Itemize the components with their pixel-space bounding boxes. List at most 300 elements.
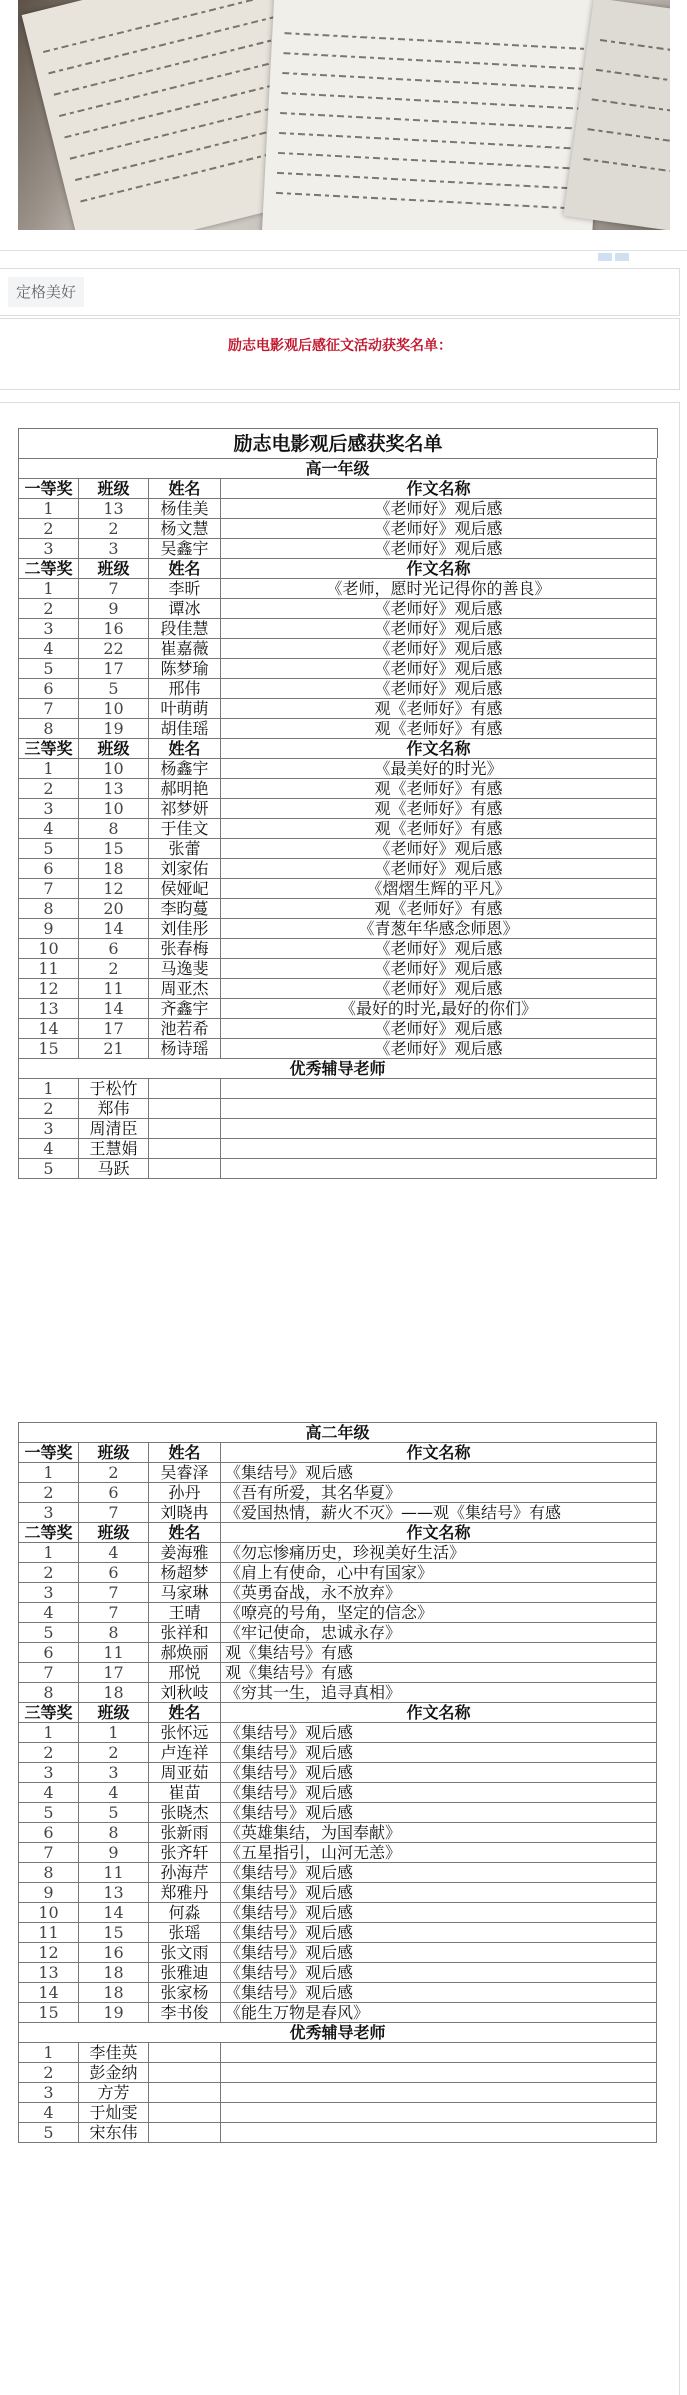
teacher-row bbox=[19, 1119, 657, 1139]
student-name: 张瑶 bbox=[149, 1923, 221, 1943]
table-row bbox=[19, 759, 657, 779]
class-cell: 15 bbox=[79, 839, 149, 859]
class-cell: 4 bbox=[79, 1543, 149, 1563]
table-row bbox=[19, 1039, 657, 1059]
essay-title: 《肩上有使命，心中有国家》 bbox=[221, 1563, 657, 1583]
table-row bbox=[19, 1743, 657, 1763]
row-number: 9 bbox=[19, 1883, 79, 1903]
student-name: 崔嘉薇 bbox=[149, 639, 221, 659]
student-name: 张春梅 bbox=[149, 939, 221, 959]
essay-title: 《老师好》观后感 bbox=[221, 939, 657, 959]
name-header: 姓名 bbox=[149, 739, 221, 759]
essay-title: 观《集结号》有感 bbox=[221, 1643, 657, 1663]
student-name: 崔苗 bbox=[149, 1783, 221, 1803]
table-row bbox=[19, 499, 657, 519]
row-number: 13 bbox=[19, 999, 79, 1019]
class-cell: 16 bbox=[79, 619, 149, 639]
empty-cell bbox=[149, 1099, 221, 1119]
work-header: 作文名称 bbox=[221, 1703, 657, 1723]
row-number: 6 bbox=[19, 1643, 79, 1663]
class-cell: 10 bbox=[79, 699, 149, 719]
table-row bbox=[19, 619, 657, 639]
row-number: 4 bbox=[19, 639, 79, 659]
essay-title: 《青葱年华感念师恩》 bbox=[221, 919, 657, 939]
class-header: 班级 bbox=[79, 1703, 149, 1723]
essay-title: 《最美好的时光》 bbox=[221, 759, 657, 779]
empty-cell bbox=[149, 2083, 221, 2103]
teacher-row bbox=[19, 1139, 657, 1159]
class-header: 班级 bbox=[79, 739, 149, 759]
student-name: 郝焕丽 bbox=[149, 1643, 221, 1663]
row-number: 11 bbox=[19, 1923, 79, 1943]
table-row bbox=[19, 959, 657, 979]
student-name: 祁梦妍 bbox=[149, 799, 221, 819]
table-row bbox=[19, 1583, 657, 1603]
teacher-row bbox=[19, 1159, 657, 1179]
student-name: 张新雨 bbox=[149, 1823, 221, 1843]
grade-header-row bbox=[19, 1423, 657, 1443]
class-cell: 19 bbox=[79, 2003, 149, 2023]
teacher-row bbox=[19, 2043, 657, 2063]
class-cell: 8 bbox=[79, 1623, 149, 1643]
row-number: 7 bbox=[19, 1843, 79, 1863]
empty-cell bbox=[149, 1119, 221, 1139]
essay-title: 《勿忘惨痛历史，珍视美好生活》 bbox=[221, 1543, 657, 1563]
essay-title: 观《老师好》有感 bbox=[221, 899, 657, 919]
table-row bbox=[19, 599, 657, 619]
student-name: 张祥和 bbox=[149, 1623, 221, 1643]
student-name: 张家杨 bbox=[149, 1983, 221, 2003]
row-number: 2 bbox=[19, 1483, 79, 1503]
grade-header-row bbox=[19, 459, 657, 479]
table-row bbox=[19, 1803, 657, 1823]
class-cell: 6 bbox=[79, 1563, 149, 1583]
class-cell: 17 bbox=[79, 659, 149, 679]
student-name: 姜海雅 bbox=[149, 1543, 221, 1563]
class-cell: 17 bbox=[79, 1019, 149, 1039]
row-number: 7 bbox=[19, 1663, 79, 1683]
row-number: 12 bbox=[19, 1943, 79, 1963]
grade-label: 高二年级 bbox=[19, 1423, 657, 1443]
work-header: 作文名称 bbox=[221, 1443, 657, 1463]
empty-cell bbox=[221, 1159, 657, 1179]
row-number: 6 bbox=[19, 679, 79, 699]
table-row bbox=[19, 1823, 657, 1843]
class-header: 班级 bbox=[79, 1443, 149, 1463]
class-cell: 7 bbox=[79, 579, 149, 599]
class-cell: 8 bbox=[79, 819, 149, 839]
teacher-name: 王慧娟 bbox=[79, 1139, 149, 1159]
table-row bbox=[19, 539, 657, 559]
table-row bbox=[19, 979, 657, 999]
row-number: 5 bbox=[19, 1803, 79, 1823]
class-cell: 14 bbox=[79, 1903, 149, 1923]
row-number: 1 bbox=[19, 579, 79, 599]
row-number: 5 bbox=[19, 1623, 79, 1643]
row-number: 2 bbox=[19, 599, 79, 619]
teacher-number: 5 bbox=[19, 1159, 79, 1179]
class-cell: 18 bbox=[79, 1983, 149, 2003]
empty-cell bbox=[149, 2063, 221, 2083]
class-cell: 7 bbox=[79, 1583, 149, 1603]
essay-title: 《老师好》观后感 bbox=[221, 519, 657, 539]
teacher-number: 1 bbox=[19, 1079, 79, 1099]
teacher-row bbox=[19, 2083, 657, 2103]
class-header: 班级 bbox=[79, 479, 149, 499]
class-cell: 20 bbox=[79, 899, 149, 919]
essay-title: 观《老师好》有感 bbox=[221, 779, 657, 799]
empty-cell bbox=[221, 2103, 657, 2123]
row-number: 1 bbox=[19, 1723, 79, 1743]
class-cell: 18 bbox=[79, 1963, 149, 1983]
work-header: 作文名称 bbox=[221, 479, 657, 499]
row-number: 4 bbox=[19, 819, 79, 839]
work-header: 作文名称 bbox=[221, 1523, 657, 1543]
table-row bbox=[19, 639, 657, 659]
essay-title: 《集结号》观后感 bbox=[221, 1883, 657, 1903]
class-cell: 5 bbox=[79, 679, 149, 699]
empty-cell bbox=[221, 2083, 657, 2103]
student-name: 邢悦 bbox=[149, 1663, 221, 1683]
topic-tag[interactable]: 定格美好 bbox=[8, 277, 84, 307]
essay-title: 《集结号》观后感 bbox=[221, 1863, 657, 1883]
table-row bbox=[19, 939, 657, 959]
class-cell: 8 bbox=[79, 1823, 149, 1843]
table-row bbox=[19, 899, 657, 919]
essay-title: 《集结号》观后感 bbox=[221, 1903, 657, 1923]
table-row bbox=[19, 2003, 657, 2023]
prize-rank: 一等奖 bbox=[19, 1443, 79, 1463]
essay-title: 《英雄集结，为国奉献》 bbox=[221, 1823, 657, 1843]
student-name: 张蕾 bbox=[149, 839, 221, 859]
student-name: 杨诗瑶 bbox=[149, 1039, 221, 1059]
essay-title: 《英勇奋战，永不放弃》 bbox=[221, 1583, 657, 1603]
document-title: 励志电影观后感获奖名单 bbox=[18, 428, 658, 458]
table-row bbox=[19, 799, 657, 819]
table-row bbox=[19, 1883, 657, 1903]
row-number: 14 bbox=[19, 1983, 79, 2003]
row-number: 7 bbox=[19, 879, 79, 899]
table-row bbox=[19, 1463, 657, 1483]
class-cell: 4 bbox=[79, 1783, 149, 1803]
class-cell: 7 bbox=[79, 1503, 149, 1523]
class-cell: 3 bbox=[79, 539, 149, 559]
table-row bbox=[19, 1563, 657, 1583]
row-number: 10 bbox=[19, 1903, 79, 1923]
essay-title: 观《老师好》有感 bbox=[221, 719, 657, 739]
class-cell: 9 bbox=[79, 1843, 149, 1863]
row-number: 14 bbox=[19, 1019, 79, 1039]
row-number: 2 bbox=[19, 1563, 79, 1583]
class-cell: 3 bbox=[79, 1763, 149, 1783]
row-number: 3 bbox=[19, 619, 79, 639]
empty-cell bbox=[149, 1139, 221, 1159]
essay-title: 《五星指引，山河无恙》 bbox=[221, 1843, 657, 1863]
class-cell: 14 bbox=[79, 919, 149, 939]
student-name: 杨鑫宇 bbox=[149, 759, 221, 779]
class-cell: 2 bbox=[79, 959, 149, 979]
table-row bbox=[19, 1643, 657, 1663]
teacher-label: 优秀辅导老师 bbox=[19, 1059, 657, 1079]
row-number: 8 bbox=[19, 1683, 79, 1703]
student-name: 刘晓冉 bbox=[149, 1503, 221, 1523]
student-name: 杨超梦 bbox=[149, 1563, 221, 1583]
essay-title: 观《老师好》有感 bbox=[221, 799, 657, 819]
essay-title: 《集结号》观后感 bbox=[221, 1983, 657, 2003]
prize-header-row bbox=[19, 1443, 657, 1463]
row-number: 5 bbox=[19, 659, 79, 679]
teacher-row bbox=[19, 1079, 657, 1099]
table-row bbox=[19, 699, 657, 719]
essay-title: 《老师好》观后感 bbox=[221, 499, 657, 519]
table-row bbox=[19, 1019, 657, 1039]
class-cell: 6 bbox=[79, 939, 149, 959]
row-number: 15 bbox=[19, 2003, 79, 2023]
class-cell: 2 bbox=[79, 1743, 149, 1763]
teacher-row bbox=[19, 2103, 657, 2123]
teacher-row bbox=[19, 1099, 657, 1119]
essay-title: 观《老师好》有感 bbox=[221, 699, 657, 719]
teacher-name: 马跃 bbox=[79, 1159, 149, 1179]
table-row bbox=[19, 1483, 657, 1503]
teacher-row bbox=[19, 2063, 657, 2083]
empty-cell bbox=[221, 2043, 657, 2063]
essay-title: 《老师好》观后感 bbox=[221, 539, 657, 559]
teacher-name: 李佳英 bbox=[79, 2043, 149, 2063]
essay-title: 观《老师好》有感 bbox=[221, 819, 657, 839]
table-row bbox=[19, 1603, 657, 1623]
table-row bbox=[19, 1683, 657, 1703]
essay-title: 《老师好》观后感 bbox=[221, 639, 657, 659]
student-name: 谭冰 bbox=[149, 599, 221, 619]
essay-title: 《老师好》观后感 bbox=[221, 959, 657, 979]
row-number: 6 bbox=[19, 1823, 79, 1843]
tag-row bbox=[0, 268, 680, 316]
row-number: 4 bbox=[19, 1783, 79, 1803]
row-number: 3 bbox=[19, 1763, 79, 1783]
teacher-number: 2 bbox=[19, 1099, 79, 1119]
table-row bbox=[19, 1903, 657, 1923]
teacher-number: 4 bbox=[19, 2103, 79, 2123]
teacher-header-row bbox=[19, 1059, 657, 1079]
essay-title: 《吾有所爱，其名华夏》 bbox=[221, 1483, 657, 1503]
work-header: 作文名称 bbox=[221, 739, 657, 759]
class-cell: 9 bbox=[79, 599, 149, 619]
prize-header-row bbox=[19, 559, 657, 579]
class-cell: 13 bbox=[79, 1883, 149, 1903]
student-name: 何淼 bbox=[149, 1903, 221, 1923]
class-header: 班级 bbox=[79, 1523, 149, 1543]
table-row bbox=[19, 1963, 657, 1983]
student-name: 卢连祥 bbox=[149, 1743, 221, 1763]
table-row bbox=[19, 679, 657, 699]
essay-title: 《老师好》观后感 bbox=[221, 599, 657, 619]
prize-rank: 一等奖 bbox=[19, 479, 79, 499]
row-number: 8 bbox=[19, 719, 79, 739]
student-name: 郑雅丹 bbox=[149, 1883, 221, 1903]
essay-title: 《老师好》观后感 bbox=[221, 619, 657, 639]
teacher-name: 郑伟 bbox=[79, 1099, 149, 1119]
row-number: 3 bbox=[19, 799, 79, 819]
class-cell: 6 bbox=[79, 1483, 149, 1503]
student-name: 马逸斐 bbox=[149, 959, 221, 979]
essay-title: 《老师好》观后感 bbox=[221, 979, 657, 999]
student-name: 张齐轩 bbox=[149, 1843, 221, 1863]
class-cell: 12 bbox=[79, 879, 149, 899]
student-name: 张文雨 bbox=[149, 1943, 221, 1963]
name-header: 姓名 bbox=[149, 1443, 221, 1463]
prize-header-row bbox=[19, 1523, 657, 1543]
student-name: 陈梦瑜 bbox=[149, 659, 221, 679]
empty-cell bbox=[149, 1079, 221, 1099]
essay-title: 观《集结号》有感 bbox=[221, 1663, 657, 1683]
teacher-name: 彭金纳 bbox=[79, 2063, 149, 2083]
student-name: 池若希 bbox=[149, 1019, 221, 1039]
row-number: 11 bbox=[19, 959, 79, 979]
class-cell: 11 bbox=[79, 1863, 149, 1883]
row-number: 10 bbox=[19, 939, 79, 959]
grade-table-1 bbox=[18, 458, 657, 1179]
table-row bbox=[19, 1843, 657, 1863]
row-number: 2 bbox=[19, 519, 79, 539]
class-cell: 18 bbox=[79, 859, 149, 879]
class-cell: 16 bbox=[79, 1943, 149, 1963]
student-name: 于佳文 bbox=[149, 819, 221, 839]
student-name: 杨佳美 bbox=[149, 499, 221, 519]
student-name: 李昕 bbox=[149, 579, 221, 599]
prize-rank: 二等奖 bbox=[19, 559, 79, 579]
row-number: 4 bbox=[19, 1603, 79, 1623]
grade-table-2 bbox=[18, 1422, 657, 2143]
student-name: 张怀远 bbox=[149, 1723, 221, 1743]
student-name: 吴鑫宇 bbox=[149, 539, 221, 559]
empty-cell bbox=[149, 2103, 221, 2123]
row-number: 9 bbox=[19, 919, 79, 939]
teacher-name: 于灿雯 bbox=[79, 2103, 149, 2123]
student-name: 叶萌萌 bbox=[149, 699, 221, 719]
teacher-number: 3 bbox=[19, 2083, 79, 2103]
class-cell: 2 bbox=[79, 519, 149, 539]
student-name: 郝明艳 bbox=[149, 779, 221, 799]
class-cell: 18 bbox=[79, 1683, 149, 1703]
name-header: 姓名 bbox=[149, 479, 221, 499]
row-number: 1 bbox=[19, 1463, 79, 1483]
table-row bbox=[19, 919, 657, 939]
essay-title: 《老师好》观后感 bbox=[221, 859, 657, 879]
grade-label: 高一年级 bbox=[19, 459, 657, 479]
table-row bbox=[19, 1723, 657, 1743]
student-name: 胡佳瑶 bbox=[149, 719, 221, 739]
work-header: 作文名称 bbox=[221, 559, 657, 579]
essay-title: 《老师好》观后感 bbox=[221, 659, 657, 679]
table-row bbox=[19, 1863, 657, 1883]
class-cell: 7 bbox=[79, 1603, 149, 1623]
row-number: 3 bbox=[19, 1583, 79, 1603]
essay-title: 《集结号》观后感 bbox=[221, 1463, 657, 1483]
essay-title: 《集结号》观后感 bbox=[221, 1743, 657, 1763]
student-name: 刘家佑 bbox=[149, 859, 221, 879]
essay-title: 《集结号》观后感 bbox=[221, 1923, 657, 1943]
class-header: 班级 bbox=[79, 559, 149, 579]
prize-rank: 二等奖 bbox=[19, 1523, 79, 1543]
table-row bbox=[19, 1623, 657, 1643]
table-row bbox=[19, 1923, 657, 1943]
essay-title: 《最好的时光,最好的你们》 bbox=[221, 999, 657, 1019]
essay-title: 《嘹亮的号角，坚定的信念》 bbox=[221, 1603, 657, 1623]
table-row bbox=[19, 819, 657, 839]
essay-title: 《集结号》观后感 bbox=[221, 1943, 657, 1963]
table-row bbox=[19, 659, 657, 679]
teacher-name: 方芳 bbox=[79, 2083, 149, 2103]
teacher-number: 5 bbox=[19, 2123, 79, 2143]
class-cell: 13 bbox=[79, 499, 149, 519]
empty-cell bbox=[149, 2123, 221, 2143]
student-name: 马家琳 bbox=[149, 1583, 221, 1603]
table-row bbox=[19, 879, 657, 899]
essay-title: 《集结号》观后感 bbox=[221, 1763, 657, 1783]
empty-cell bbox=[221, 2063, 657, 2083]
empty-cell bbox=[221, 1119, 657, 1139]
row-number: 12 bbox=[19, 979, 79, 999]
empty-cell bbox=[221, 1139, 657, 1159]
row-number: 1 bbox=[19, 499, 79, 519]
empty-cell bbox=[221, 2123, 657, 2143]
name-header: 姓名 bbox=[149, 559, 221, 579]
row-number: 1 bbox=[19, 759, 79, 779]
class-cell: 13 bbox=[79, 779, 149, 799]
student-name: 张雅迪 bbox=[149, 1963, 221, 1983]
teacher-name: 宋东伟 bbox=[79, 2123, 149, 2143]
table-row bbox=[19, 719, 657, 739]
caption-box bbox=[0, 318, 680, 390]
table-row bbox=[19, 1783, 657, 1803]
row-number: 13 bbox=[19, 1963, 79, 1983]
row-number: 7 bbox=[19, 699, 79, 719]
student-name: 孙海芹 bbox=[149, 1863, 221, 1883]
essay-photo bbox=[18, 0, 670, 230]
class-cell: 14 bbox=[79, 999, 149, 1019]
essay-title: 《老师好》观后感 bbox=[221, 839, 657, 859]
essay-title: 《老师好》观后感 bbox=[221, 679, 657, 699]
teacher-number: 1 bbox=[19, 2043, 79, 2063]
essay-title: 《集结号》观后感 bbox=[221, 1963, 657, 1983]
teacher-number: 3 bbox=[19, 1119, 79, 1139]
table-row bbox=[19, 579, 657, 599]
prize-header-row bbox=[19, 1703, 657, 1723]
class-cell: 17 bbox=[79, 1663, 149, 1683]
class-cell: 22 bbox=[79, 639, 149, 659]
carousel-indicator[interactable] bbox=[598, 246, 634, 256]
essay-title: 《集结号》观后感 bbox=[221, 1723, 657, 1743]
empty-cell bbox=[221, 1079, 657, 1099]
essay-title: 《老师，愿时光记得你的善良》 bbox=[221, 579, 657, 599]
student-name: 刘佳彤 bbox=[149, 919, 221, 939]
table-row bbox=[19, 1943, 657, 1963]
student-name: 邢伟 bbox=[149, 679, 221, 699]
student-name: 张晓杰 bbox=[149, 1803, 221, 1823]
essay-title: 《熠熠生辉的平凡》 bbox=[221, 879, 657, 899]
table-row bbox=[19, 839, 657, 859]
essay-title: 《能生万物是春风》 bbox=[221, 2003, 657, 2023]
row-number: 2 bbox=[19, 1743, 79, 1763]
class-cell: 10 bbox=[79, 799, 149, 819]
table-row bbox=[19, 1503, 657, 1523]
table-row bbox=[19, 1663, 657, 1683]
row-number: 6 bbox=[19, 859, 79, 879]
student-name: 杨文慧 bbox=[149, 519, 221, 539]
row-number: 3 bbox=[19, 1503, 79, 1523]
student-name: 刘秋岐 bbox=[149, 1683, 221, 1703]
